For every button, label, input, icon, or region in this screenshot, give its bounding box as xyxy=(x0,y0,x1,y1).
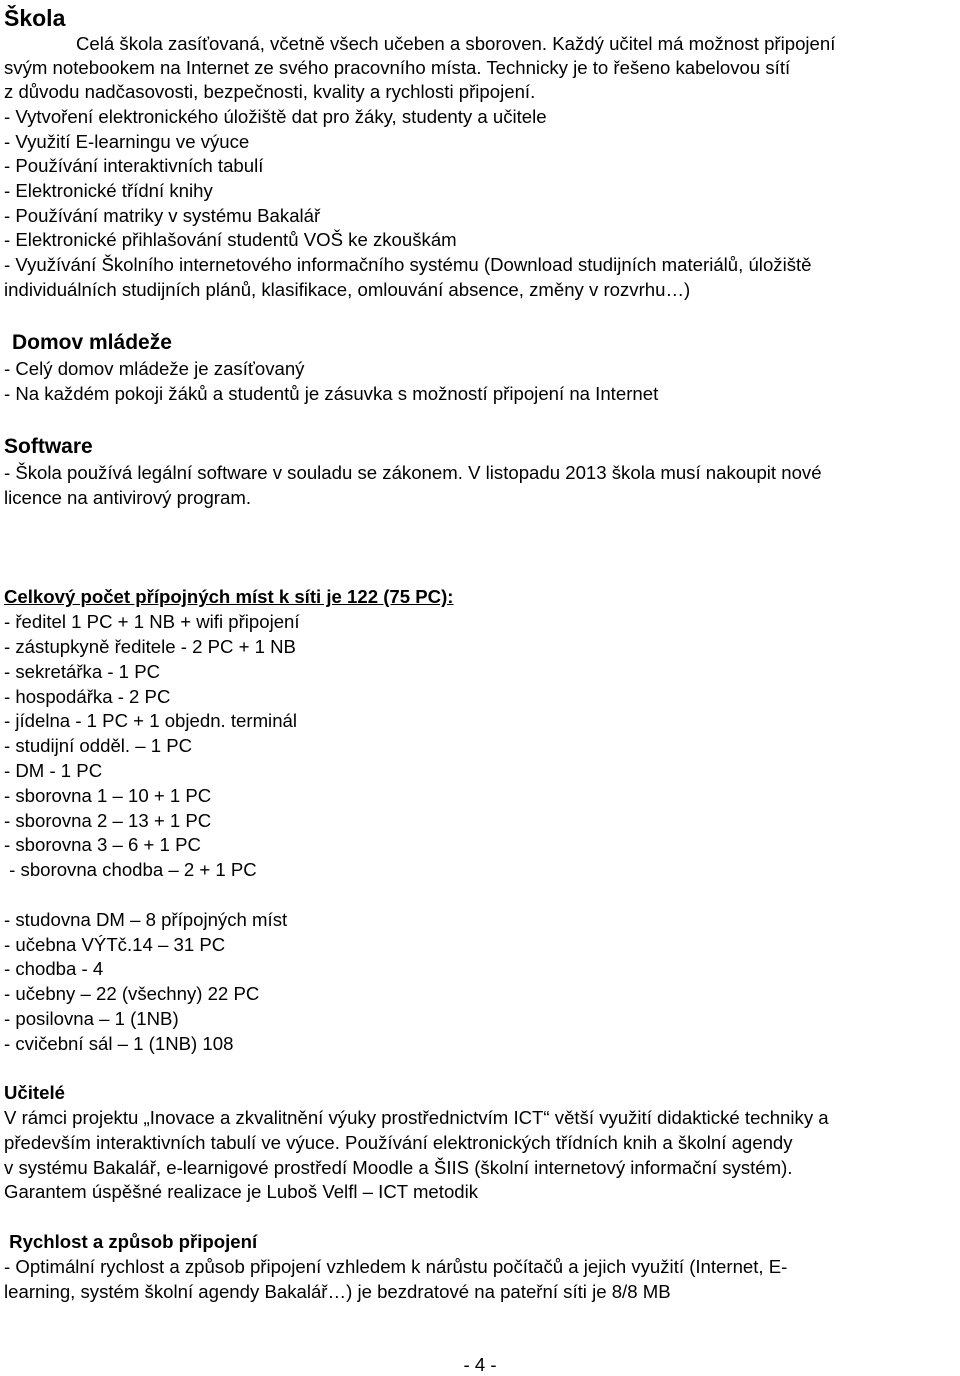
paragraph-line: - Optimální rychlost a způsob připojení vzhledem k nárůstu počítačů a jejich využití (Internet, E- xyxy=(4,1256,788,1277)
paragraph-line: V rámci projektu „Inovace a zkvalitnění výuky prostřednictvím ICT“ větší využití didaktické techniky a xyxy=(4,1107,829,1128)
paragraph-line: v systému Bakalář, e-learnigové prostředí Moodle a ŠIIS (školní internetový informační systém). xyxy=(4,1157,793,1178)
list-item: - hospodářka - 2 PC xyxy=(4,686,171,707)
list-item: - cvičební sál – 1 (1NB) 108 xyxy=(4,1033,234,1054)
list-item: - Elektronické třídní knihy xyxy=(4,180,213,201)
list-item: - chodba - 4 xyxy=(4,958,104,979)
list-item: - Elektronické přihlašování studentů VOŠ ke zkouškám xyxy=(4,229,457,250)
list-item: - DM - 1 PC xyxy=(4,760,103,781)
list-item: - posilovna – 1 (1NB) xyxy=(4,1008,179,1029)
section-title-domov: Domov mládeže xyxy=(12,331,172,354)
list-item: - jídelna - 1 PC + 1 objedn. terminál xyxy=(4,710,298,731)
paragraph-line: Garantem úspěšné realizace je Luboš Velfl – ICT metodik xyxy=(4,1181,479,1202)
section-title-skola: Škola xyxy=(4,5,66,31)
list-item: - Používání interaktivních tabulí xyxy=(4,155,264,176)
paragraph-line: svým notebookem na Internet ze svého pracovního místa. Technicky je to řešeno kabelovou sítí xyxy=(4,57,791,78)
list-item: - zástupkyně ředitele - 2 PC + 1 NB xyxy=(4,636,296,657)
list-item: - Používání matriky v systému Bakalář xyxy=(4,205,321,226)
list-item: - Na každém pokoji žáků a studentů je zásuvka s možností připojení na Internet xyxy=(4,383,659,404)
paragraph-line: především interaktivních tabulí ve výuce. Používání elektronických třídních knih a školní agendy xyxy=(4,1132,793,1153)
section-title-pripojna-mista: Celkový počet přípojných míst k síti je 122 (75 PC): xyxy=(4,586,454,607)
list-item: - ředitel 1 PC + 1 NB + wifi připojení xyxy=(4,611,300,632)
list-item: - učebny – 22 (všechny) 22 PC xyxy=(4,983,260,1004)
paragraph-line: Celá škola zasíťovaná, včetně všech učeben a sboroven. Každý učitel má možnost připojení xyxy=(76,33,836,54)
page-number: - 4 - xyxy=(463,1354,497,1375)
list-item: - studijní odděl. – 1 PC xyxy=(4,735,193,756)
list-item: - Škola používá legální software v souladu se zákonem. V listopadu 2013 škola musí nakoupit nové xyxy=(4,462,822,483)
list-item: - sborovna 1 – 10 + 1 PC xyxy=(4,785,212,806)
list-item: individuálních studijních plánů, klasifikace, omlouvání absence, změny v rozvrhu…) xyxy=(4,279,691,300)
section-title-rychlost: Rychlost a způsob připojení xyxy=(4,1231,258,1252)
list-item: - Celý domov mládeže je zasíťovaný xyxy=(4,358,305,379)
list-item: - sborovna 2 – 13 + 1 PC xyxy=(4,810,212,831)
list-item: - sekretářka - 1 PC xyxy=(4,661,161,682)
paragraph-line: z důvodu nadčasovosti, bezpečnosti, kvality a rychlosti připojení. xyxy=(4,81,536,102)
list-item: - učebna VÝTč.14 – 31 PC xyxy=(4,934,226,955)
section-title-software: Software xyxy=(4,435,93,458)
list-item: - Vytvoření elektronického úložiště dat pro žáky, studenty a učitele xyxy=(4,106,547,127)
list-item: - Využívání Školního internetového informačního systému (Download studijních materiálů, úložiště xyxy=(4,254,812,275)
list-item: licence na antivirový program. xyxy=(4,487,251,508)
list-item: - sborovna 3 – 6 + 1 PC xyxy=(4,834,201,855)
list-item: - sborovna chodba – 2 + 1 PC xyxy=(4,859,257,880)
paragraph-line: learning, systém školní agendy Bakalář…) je bezdratové na pateřní síti je 8/8 MB xyxy=(4,1281,671,1302)
list-item: - Využití E-learningu ve výuce xyxy=(4,131,250,152)
section-title-ucitele: Učitelé xyxy=(4,1082,65,1103)
list-item: - studovna DM – 8 přípojných míst xyxy=(4,909,288,930)
